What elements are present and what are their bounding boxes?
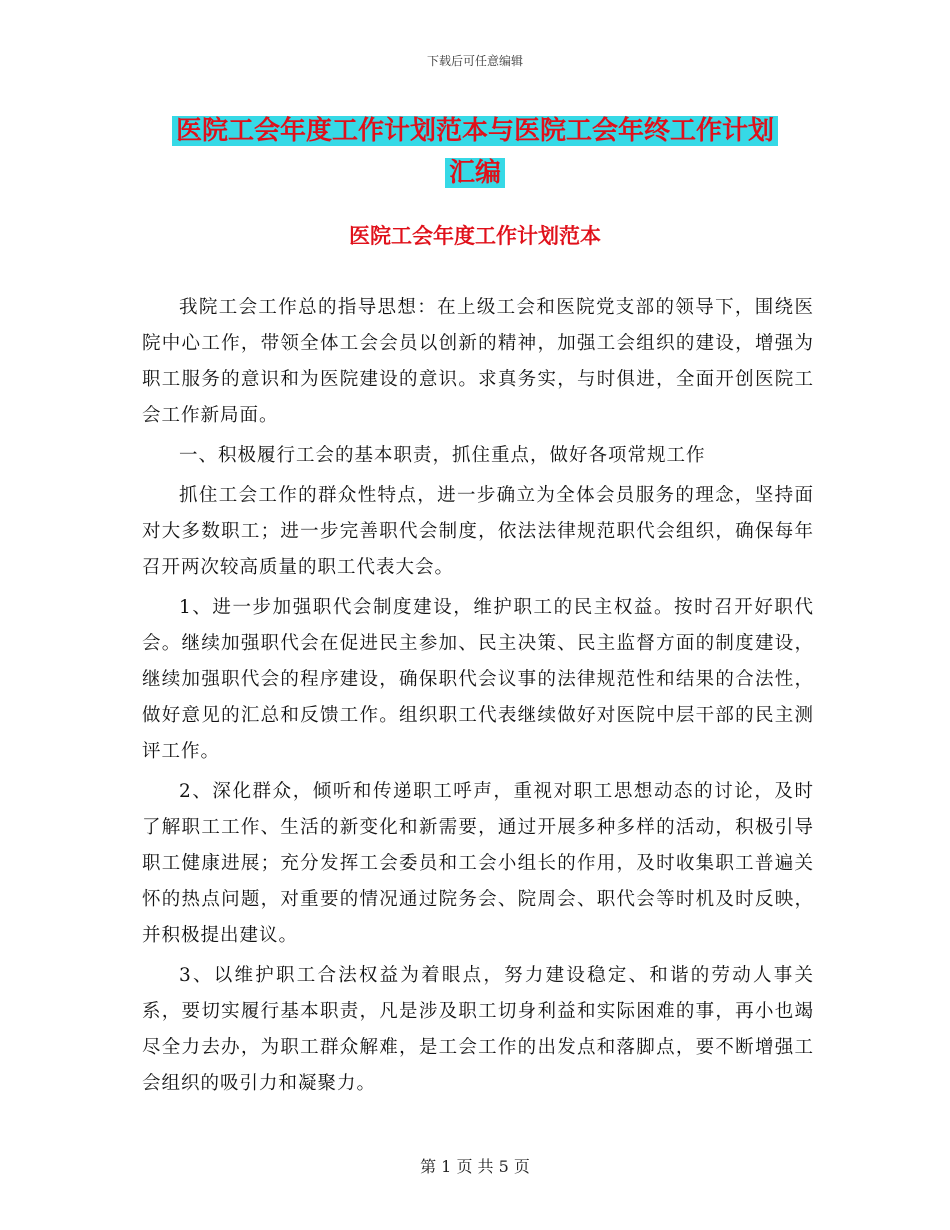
paragraph: 3、以维护职工合法权益为着眼点，努力建设稳定、和谐的劳动人事关系，要切实履行基本职责，凡是涉及职工切身利益和实际困难的事，再小也竭尽全力去办，为职工群众解难，是工会工作的出发点和落脚点，要不断增强工会组织的吸引力和凝聚力。 bbox=[142, 965, 814, 1094]
paragraph: 1、进一步加强职代会制度建设，维护职工的民主权益。按时召开好职代会。继续加强职代会在促进民主参加、民主决策、民主监督方面的制度建设，继续加强职代会的程序建设，确保职代会议事的法律规范性和结果的合法性，做好意见的汇总和反馈工作。组织职工代表继续做好对医院中层干部的民主测评工作。 bbox=[142, 597, 814, 762]
paragraph: 抓住工会工作的群众性特点，进一步确立为全体会员服务的理念，坚持面对大多数职工；进一步完善职代会制度，依法法律规范职代会组织，确保每年召开两次较高质量的职工代表大会。 bbox=[142, 485, 814, 578]
title-highlight: 汇编 bbox=[445, 158, 505, 188]
paragraph: 2、深化群众，倾听和传递职工呼声，重视对职工思想动态的讨论，及时了解职工工作、生活的新变化和新需要，通过开展多种多样的活动，积极引导职工健康进展；充分发挥工会委员和工会小组长的作用，及时收集职工普遍关怀的热点问题，对重要的情况通过院务会、院周会、职代会等时机及时反映，并积极提出建议。 bbox=[142, 781, 814, 946]
document-title-line-2 bbox=[0, 150, 950, 196]
paragraph: 一、积极履行工会的基本职责，抓住重点，做好各项常规工作 bbox=[179, 445, 706, 466]
document-title-line-1 bbox=[0, 108, 950, 154]
title-highlight: 医院工会年度工作计划范本与医院工会年终工作计划 bbox=[172, 116, 778, 146]
page-header-note: 下载后可任意编辑 bbox=[426, 54, 523, 68]
document-body bbox=[142, 290, 814, 1106]
page-number-footer: 第 1 页 共 5 页 bbox=[420, 1157, 530, 1176]
section-title: 医院工会年度工作计划范本 bbox=[349, 223, 601, 248]
paragraph: 我院工会工作总的指导思想：在上级工会和医院党支部的领导下，围绕医院中心工作，带领全体工会会员以创新的精神，加强工会组织的建设，增强为职工服务的意识和为医院建设的意识。求真务实，与时俱进，全面开创医院工会工作新局面。 bbox=[142, 297, 814, 426]
